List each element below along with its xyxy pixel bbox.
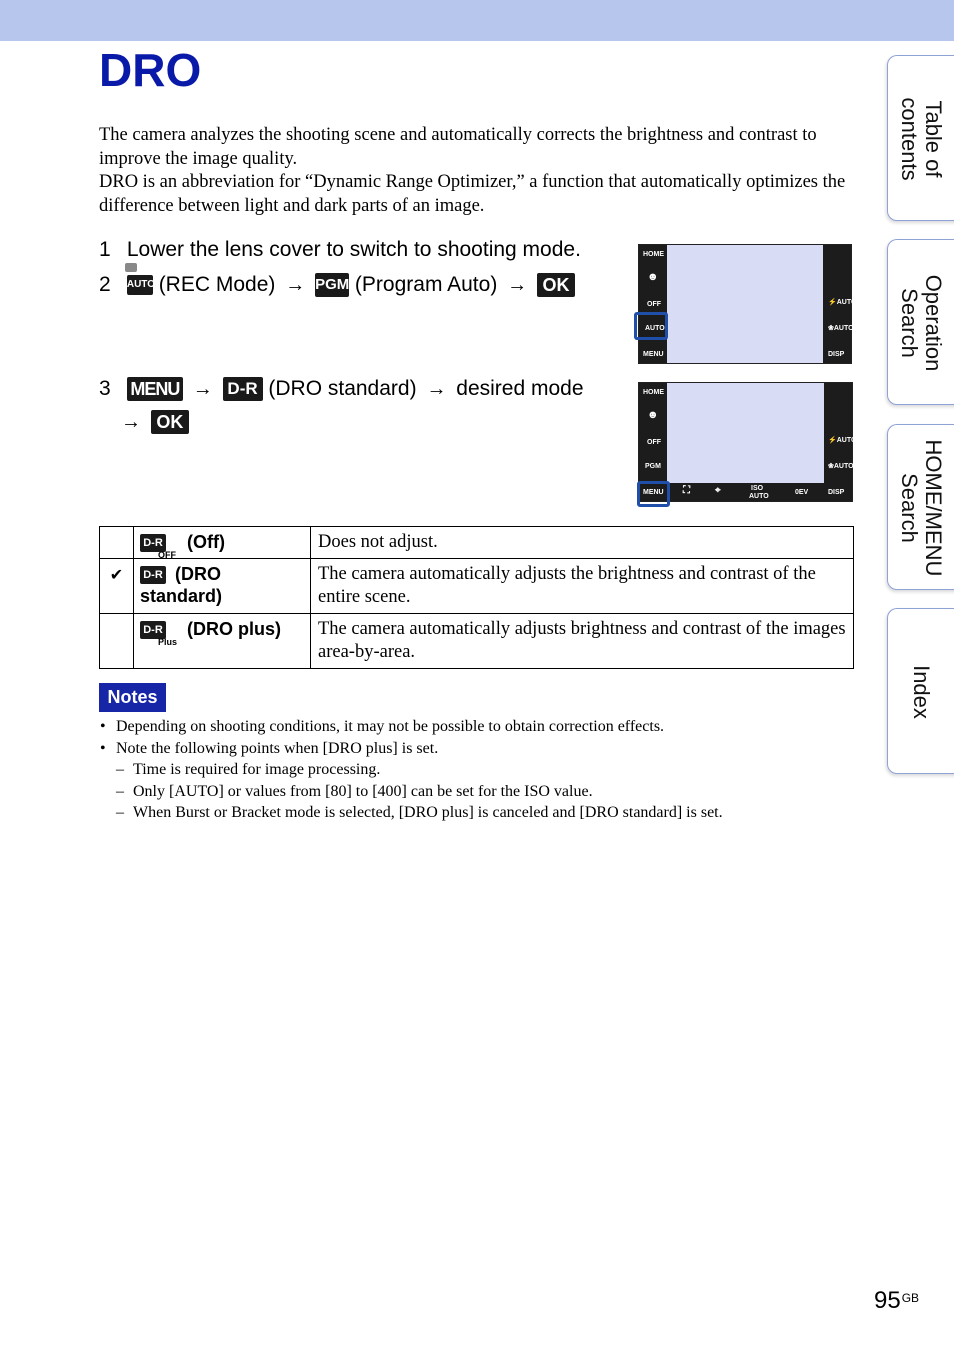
step-text: Lower the lens cover to switch to shooting mode.: [126, 238, 581, 261]
flash-icon: ⚡AUTO: [828, 437, 857, 444]
note-subitem: – Time is required for image processing.: [99, 759, 859, 781]
home-label: HOME: [643, 389, 664, 396]
dro-off-icon: D-R OFF: [140, 534, 166, 552]
table-row: [100, 614, 854, 669]
smile-shutter-icon: OFF: [647, 439, 661, 446]
notes-list: [99, 716, 859, 824]
tab-index[interactable]: [887, 608, 954, 774]
menu-label: MENU: [643, 351, 664, 358]
header-bar: [0, 0, 954, 41]
arrow-icon: →: [507, 274, 528, 296]
rec-mode-label: (REC Mode): [158, 273, 276, 296]
dro-icon: D-R: [223, 377, 263, 401]
notes-badge: Notes: [99, 683, 166, 712]
mode-description: The camera automatically adjusts the brightness and contrast of the entire scene.: [311, 559, 854, 614]
camera-screen-1: [638, 244, 857, 364]
step-1: [99, 237, 581, 263]
intro-text: [99, 124, 859, 218]
program-auto-icon: PGM: [315, 273, 349, 297]
dro-standard-icon: D-R: [140, 566, 166, 584]
menu-label: MENU: [643, 489, 664, 496]
face-icon: ☻: [647, 271, 659, 283]
metering-icon: ⌖: [715, 485, 721, 496]
mode-description: Does not adjust.: [311, 527, 854, 559]
pgm-icon: PGM: [645, 463, 661, 470]
step-3-continued: [121, 409, 189, 435]
face-icon: ☻: [647, 409, 659, 421]
page-title: DRO: [99, 44, 202, 96]
camera-screen-2: [638, 382, 857, 502]
camera-icon: [125, 263, 137, 272]
macro-icon: ❀AUTO: [828, 463, 854, 470]
smile-shutter-icon: OFF: [647, 301, 661, 308]
tab-table-of-contents[interactable]: [887, 55, 954, 221]
dro-plus-icon: D-R Plus: [140, 621, 166, 639]
iso-auto-label: AUTO: [749, 493, 769, 500]
step-3: [99, 376, 584, 402]
arrow-icon: →: [121, 411, 141, 433]
tab-operation-search[interactable]: [887, 239, 954, 405]
desired-mode-label: desired mode: [456, 377, 584, 400]
mode-cell: [134, 559, 311, 614]
mode-description: The camera automatically adjusts brightness and contrast of the images area-by-area.: [311, 614, 854, 669]
program-auto-label: (Program Auto): [354, 273, 498, 296]
arrow-icon: →: [426, 378, 447, 400]
iso-label: ISO: [751, 485, 764, 492]
intro-paragraph-1: The camera analyzes the shooting scene and automatically corrects the brightness and contrast to improve the image quality.: [99, 125, 817, 169]
intro-paragraph-2: DRO is an abbreviation for “Dynamic Range Optimizer,” a function that automatically optimizes the difference between light and dark parts of an image.: [99, 172, 846, 216]
mode-label: (DRO plus): [187, 619, 282, 639]
note-item: • Depending on shooting conditions, it may not be possible to obtain correction effects.: [99, 716, 859, 738]
mode-cell: [134, 614, 311, 669]
ok-button-icon: OK: [151, 410, 189, 434]
dro-mode-table: [99, 526, 854, 669]
arrow-icon: →: [192, 378, 213, 400]
focus-frame-icon: ⛶: [683, 485, 690, 496]
tab-label: Table of contents: [897, 97, 946, 181]
mode-label: (DRO standard): [140, 564, 223, 606]
menu-icon: MENU: [127, 377, 183, 401]
note-subitem: – When Burst or Bracket mode is selected, [DRO plus] is canceled and [DRO standard] is set.: [99, 802, 859, 824]
rec-mode-icon: AUTO: [127, 275, 153, 295]
step-number: 3: [99, 377, 111, 400]
macro-icon: ❀AUTO: [828, 325, 854, 332]
step-number: 1: [99, 238, 111, 261]
tab-label: Operation Search: [897, 274, 946, 372]
step-number: 2: [99, 273, 111, 296]
note-item: • Note the following points when [DRO plus] is set.: [99, 738, 859, 760]
rec-mode-highlight: [634, 312, 668, 340]
ev-label: 0EV: [795, 489, 809, 496]
home-label: HOME: [643, 251, 664, 258]
menu-highlight: [637, 481, 670, 507]
mode-cell: [134, 527, 311, 559]
table-row: [100, 559, 854, 614]
note-subitem: – Only [AUTO] or values from [80] to [400] can be set for the ISO value.: [99, 781, 859, 803]
auto-mode-icon: AUTO: [645, 325, 665, 332]
dro-standard-label: (DRO standard): [268, 377, 417, 400]
disp-label: DISP: [828, 489, 845, 496]
tab-label: Index: [909, 665, 934, 719]
flash-icon: ⚡AUTO: [828, 299, 857, 306]
default-check-icon: ✔: [100, 559, 134, 614]
table-row: [100, 527, 854, 559]
tab-home-menu-search[interactable]: [887, 424, 954, 590]
arrow-icon: →: [285, 274, 306, 296]
default-check-cell: [100, 527, 134, 559]
mode-label: (Off): [187, 532, 225, 552]
tab-label: HOME/MENU Search: [897, 439, 946, 577]
default-check-cell: [100, 614, 134, 669]
page-number: $95^{GB}$: [874, 1287, 920, 1314]
ok-button-icon: OK: [537, 273, 575, 297]
step-2: [99, 272, 575, 298]
disp-label: DISP: [828, 351, 845, 358]
page-number-suffix: GB: [901, 1291, 920, 1305]
